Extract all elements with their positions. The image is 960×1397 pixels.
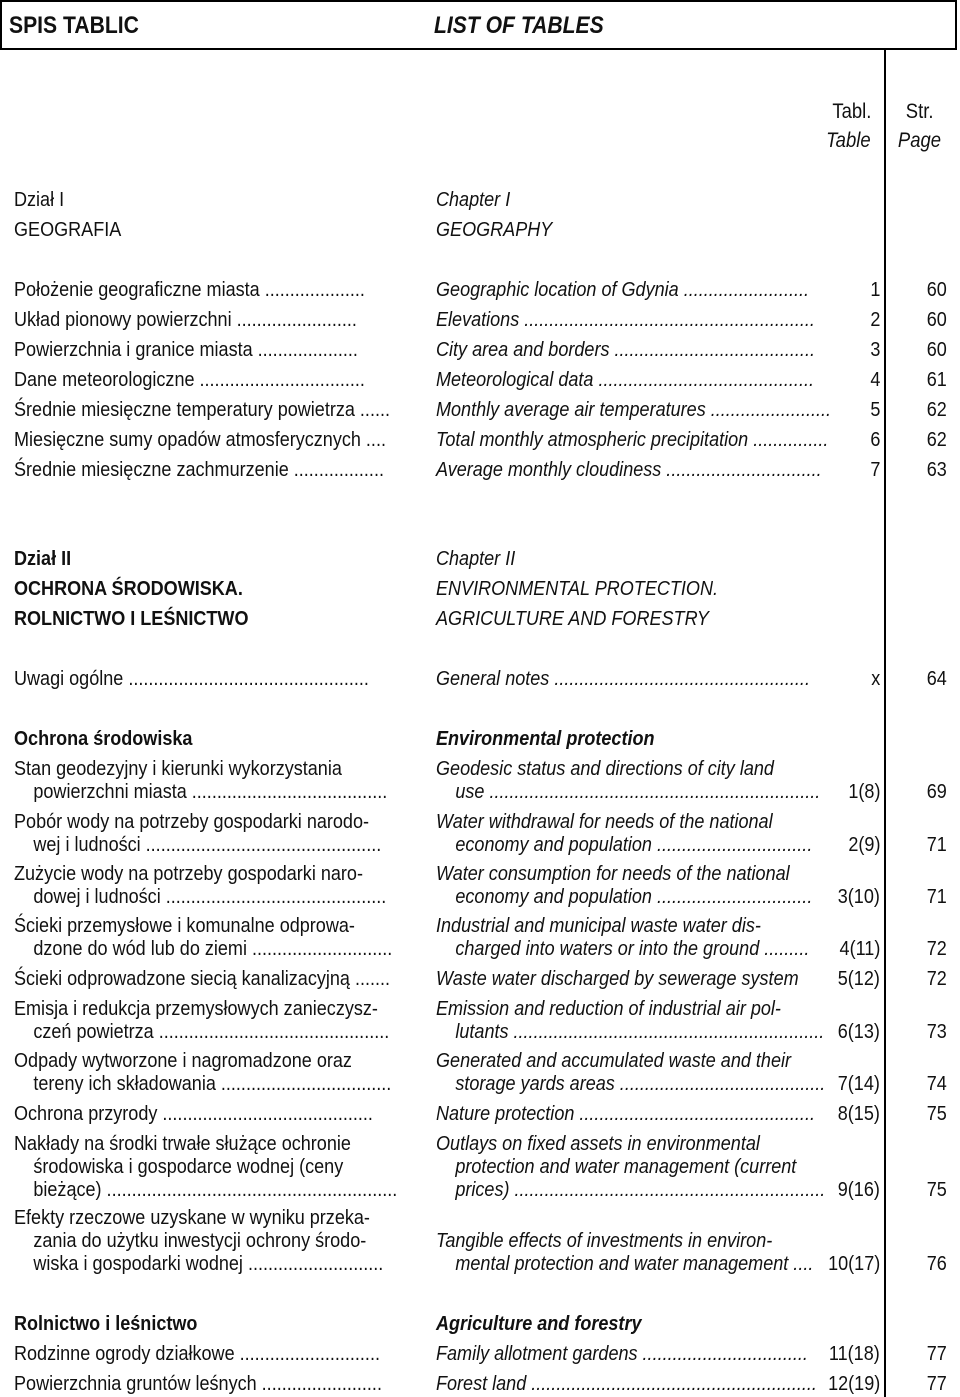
title-en: LIST OF TABLES [434, 12, 604, 39]
chapter1-label-en: Chapter I [436, 188, 511, 211]
entry-title-en: Water consumption for needs of the national [436, 862, 790, 885]
entry-title-pl: Ścieki przemysłowe i komunalne odprowa- [14, 914, 355, 937]
entry-table-number: 8(15) [837, 1102, 880, 1125]
entry-title-pl: Dane meteorologiczne ................................. [14, 368, 365, 391]
entry-title-pl: powierzchni miasta ....................................... [33, 780, 388, 803]
entry-table-number: 11(18) [829, 1342, 880, 1365]
entry-title-en: Geographic location of Gdynia ......................... [436, 278, 810, 301]
general-notes-en: General notes ................................................... [436, 667, 810, 690]
entry-table-number: 6(13) [837, 1020, 880, 1043]
entry-page-number: 71 [926, 833, 947, 856]
entry-title-en: Waste water discharged by sewerage system [436, 967, 799, 990]
entry-title-en: Outlays on fixed assets in environmental [436, 1132, 760, 1155]
entry-title-en: lutants .............................................................. [455, 1020, 825, 1043]
entry-title-en: mental protection and water management .... [455, 1252, 814, 1275]
entry-page-number: 63 [926, 458, 947, 481]
entry-page-number: 77 [926, 1342, 947, 1365]
entry-title-pl: Położenie geograficzne miasta .................... [14, 278, 365, 301]
chapter2-label-pl: Dział II [14, 547, 72, 570]
entry-title-pl: Pobór wody na potrzeby gospodarki narodo- [14, 810, 370, 833]
entry-title-pl: Emisja i redukcja przemysłowych zanieczysz- [14, 997, 378, 1020]
entry-title-pl: Nakłady na środki trwałe służące ochronie [14, 1132, 351, 1155]
entry-table-number: 4 [869, 368, 880, 391]
col-str: Str. [906, 100, 934, 123]
entry-table-number: 10(17) [827, 1252, 880, 1275]
entry-title-en: economy and population ............................... [455, 833, 813, 856]
agri-heading-pl: Rolnictwo i leśnictwo [14, 1312, 198, 1335]
chapter2-title-en-1: ENVIRONMENTAL PROTECTION. [436, 577, 718, 600]
entry-title-pl: Powierzchnia i granice miasta .................... [14, 338, 358, 361]
entry-title-pl: bieżące) .......................................................... [33, 1178, 398, 1201]
entry-title-en: Water withdrawal for needs of the national [436, 810, 773, 833]
entry-title-pl: Stan geodezyjny i kierunki wykorzystania [14, 757, 342, 780]
chapter2-title-en-2: AGRICULTURE AND FORESTRY [436, 607, 709, 630]
entry-title-en: prices) .............................................................. [455, 1178, 826, 1201]
entry-title-en: economy and population ............................... [455, 885, 813, 908]
entry-table-number: 9(16) [837, 1178, 880, 1201]
entry-title-pl: środowiska i gospodarce wodnej (ceny [33, 1155, 344, 1178]
entry-page-number: 76 [926, 1252, 947, 1275]
title-pl: SPIS TABLIC [9, 12, 139, 39]
entry-page-number: 62 [926, 398, 947, 421]
entry-page-number: 60 [926, 338, 947, 361]
general-notes-pl: Uwagi ogólne ................................................ [14, 667, 369, 690]
entry-title-en: Nature protection ............................................... [436, 1102, 815, 1125]
chapter2-title-pl-2: ROLNICTWO I LEŚNICTWO [14, 607, 249, 630]
entry-page-number: 62 [926, 428, 947, 451]
entry-page-number: 75 [926, 1102, 947, 1125]
entry-page-number: 77 [926, 1372, 947, 1395]
agri-heading-en: Agriculture and forestry [436, 1312, 642, 1335]
entry-title-en: Generated and accumulated waste and their [436, 1049, 792, 1072]
entry-title-pl: Miesięczne sumy opadów atmosferycznych .... [14, 428, 386, 451]
general-notes-table: x [870, 667, 880, 690]
entry-table-number: 4(11) [839, 937, 880, 960]
entry-title-pl: czeń powietrza .............................................. [33, 1020, 390, 1043]
entry-table-number: 7(14) [837, 1072, 880, 1095]
entry-page-number: 75 [926, 1178, 947, 1201]
entry-page-number: 69 [926, 780, 947, 803]
chapter2-label-en: Chapter II [436, 547, 516, 570]
entry-table-number: 5(12) [837, 967, 880, 990]
general-notes-page: 64 [926, 667, 947, 690]
chapter1-title-en: GEOGRAPHY [436, 218, 553, 241]
entry-title-en: Monthly average air temperatures ........................ [436, 398, 832, 421]
entry-title-pl: dowej i ludności ............................................ [33, 885, 387, 908]
entry-title-pl: wiska i gospodarki wodnej ........................... [33, 1252, 384, 1275]
entry-table-number: 3(10) [837, 885, 880, 908]
col-table: Table [826, 129, 871, 152]
chapter2-title-pl-1: OCHRONA ŚRODOWISKA. [14, 577, 243, 600]
chapter1-title-pl: GEOGRAFIA [14, 218, 122, 241]
entry-title-en: storage yards areas ......................................... [455, 1072, 826, 1095]
entry-page-number: 72 [926, 967, 947, 990]
entry-table-number: 7 [869, 458, 880, 481]
column-divider [884, 50, 886, 1397]
entry-table-number: 6 [869, 428, 880, 451]
env-heading-en: Environmental protection [436, 727, 655, 750]
entry-page-number: 61 [926, 368, 947, 391]
entry-title-pl: dzone do wód lub do ziemi ............................ [33, 937, 393, 960]
entry-title-en: Total monthly atmospheric precipitation ............... [436, 428, 829, 451]
entry-table-number: 3 [869, 338, 880, 361]
title-bar [0, 0, 957, 50]
entry-title-pl: Układ pionowy powierzchni ........................ [14, 308, 357, 331]
entry-page-number: 60 [926, 308, 947, 331]
entry-title-pl: Zużycie wody na potrzeby gospodarki naro- [14, 862, 363, 885]
entry-table-number: 5 [869, 398, 880, 421]
entry-title-pl: Odpady wytworzone i nagromadzone oraz [14, 1049, 352, 1072]
entry-page-number: 74 [926, 1072, 947, 1095]
col-tabl: Tabl. [831, 100, 871, 123]
entry-title-en: Industrial and municipal waste water dis- [436, 914, 761, 937]
entry-table-number: 1(8) [847, 780, 880, 803]
entry-table-number: 2 [869, 308, 880, 331]
entry-title-en: Geodesic status and directions of city land [436, 757, 774, 780]
entry-page-number: 72 [926, 937, 947, 960]
entry-title-en: Emission and reduction of industrial air pol- [436, 997, 781, 1020]
entry-page-number: 71 [926, 885, 947, 908]
entry-title-pl: Efekty rzeczowe uzyskane w wyniku przeka- [14, 1206, 370, 1229]
entry-title-en: charged into waters or into the ground ......... [455, 937, 810, 960]
entry-page-number: 73 [926, 1020, 947, 1043]
entry-title-pl: tereny ich składowania .................................. [33, 1072, 392, 1095]
entry-title-en: Average monthly cloudiness ............................... [436, 458, 822, 481]
entry-title-en: protection and water management (current [455, 1155, 797, 1178]
entry-table-number: 1 [869, 278, 880, 301]
env-heading-pl: Ochrona środowiska [14, 727, 193, 750]
col-page: Page [897, 129, 941, 152]
entry-title-en: Tangible effects of investments in environ- [436, 1229, 773, 1252]
entry-table-number: 2(9) [847, 833, 880, 856]
entry-title-pl: Powierzchnia gruntów leśnych ........................ [14, 1372, 382, 1395]
entry-title-en: Forest land ......................................................... [436, 1372, 817, 1395]
entry-title-pl: wej i ludności ............................................... [33, 833, 382, 856]
entry-title-pl: Rodzinne ogrody działkowe ............................ [14, 1342, 380, 1365]
entry-title-en: Meteorological data ........................................... [436, 368, 814, 391]
entry-title-pl: Ochrona przyrody .......................................... [14, 1102, 373, 1125]
entry-title-pl: zania do użytku inwestycji ochrony środo- [33, 1229, 367, 1252]
chapter1-label-pl: Dział I [14, 188, 65, 211]
entry-title-en: Family allotment gardens ................................. [436, 1342, 808, 1365]
entry-title-en: Elevations .......................................................... [436, 308, 815, 331]
entry-title-pl: Średnie miesięczne temperatury powietrza ...... [14, 398, 391, 421]
entry-title-en: City area and borders ........................................ [436, 338, 815, 361]
entry-title-pl: Średnie miesięczne zachmurzenie .................. [14, 458, 384, 481]
entry-page-number: 60 [926, 278, 947, 301]
entry-title-pl: Ścieki odprowadzone siecią kanalizacyjną ....... [14, 967, 391, 990]
entry-title-en: use .................................................................. [455, 780, 821, 803]
entry-table-number: 12(19) [827, 1372, 880, 1395]
